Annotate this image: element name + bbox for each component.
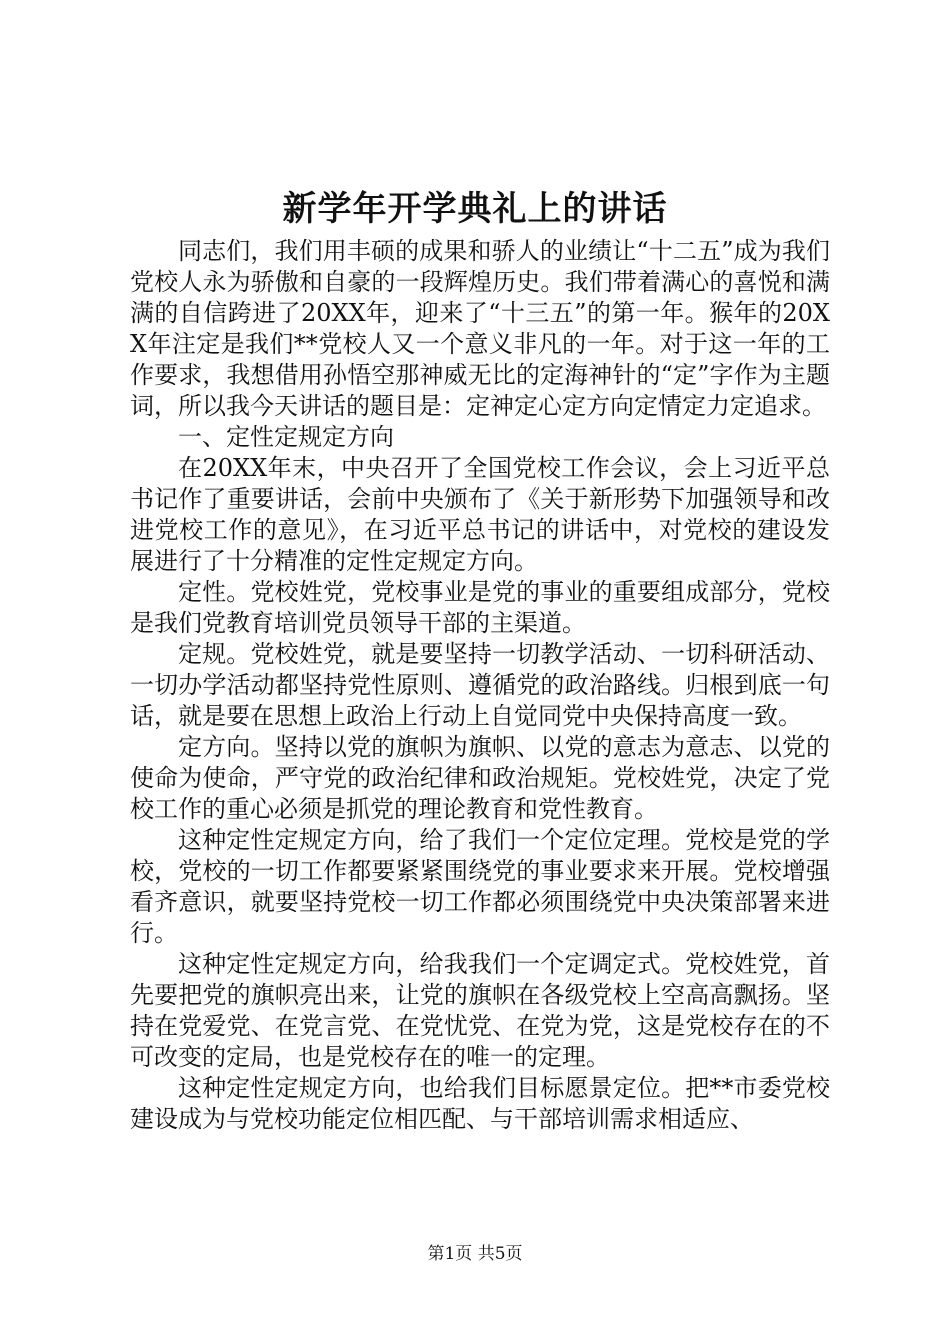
section-heading: 一、定性定规定方向 xyxy=(178,423,394,451)
paragraph: 这种定性定规定方向，给了我们一个定位定理。党校是党的学校，党校的一切工作都要紧紧围绕党的事业要求来开展。党校增强看齐意识，就要坚持党校一切工作都必须围绕党中央决策部署来进行。 xyxy=(130,826,830,947)
paragraph: 这种定性定规定方向，也给我们目标愿景定位。把**市委党校建设成为与党校功能定位相匹配、与干部培训需求相适应、 xyxy=(130,1074,830,1133)
paragraph: 这种定性定规定方向，给我我们一个定调定式。党校姓党，首先要把党的旗帜亮出来，让党的旗帜在各级党校上空高高飘扬。坚持在党爱党、在党言党、在党忧党、在党为党，这是党校存在的不可改变的定局，也是党校存在的唯一的定理。 xyxy=(130,950,830,1071)
paragraph: 定规。党校姓党，就是要坚持一切教学活动、一切科研活动、一切办学活动都坚持党性原则、遵循党的政治路线。归根到底一句话，就是要在思想上政治上行动上自觉同党中央保持高度一致。 xyxy=(130,640,830,730)
paragraph: 定性。党校姓党，党校事业是党的事业的重要组成部分，党校是我们党教育培训党员领导干部的主渠道。 xyxy=(130,578,830,637)
page-footer: 第1页 共5页 xyxy=(427,1244,523,1264)
paragraph: 定方向。坚持以党的旗帜为旗帜、以党的意志为意志、以党的使命为使命，严守党的政治纪律和政治规矩。党校姓党，决定了党校工作的重心必须是抓党的理论教育和党性教育。 xyxy=(130,733,830,823)
paragraph-intro: 同志们，我们用丰硕的成果和骄人的业绩让“十二五”成为我们党校人永为骄傲和自豪的一段辉煌历史。我们带着满心的喜悦和满满的自信跨进了20XX年，迎来了“十三五”的第一年。猴年的20XX年注定是我们**党校人又一个意义非凡的一年。对于这一年的工作要求，我想借用孙悟空那神威无比的定海神针的“定”字作为主题词，所以我今天讲话的题目是：定神定心定方向定情定力定追求。 xyxy=(130,237,830,420)
document-title: 新学年开学典礼上的讲话 xyxy=(282,189,668,229)
document-body xyxy=(130,236,830,1135)
paragraph: 在20XX年末，中央召开了全国党校工作会议，会上习近平总书记作了重要讲话，会前中央颁布了《关于新形势下加强领导和改进党校工作的意见》，在习近平总书记的讲话中，对党校的建设发展进行了十分精准的定性定规定方向。 xyxy=(130,454,830,575)
